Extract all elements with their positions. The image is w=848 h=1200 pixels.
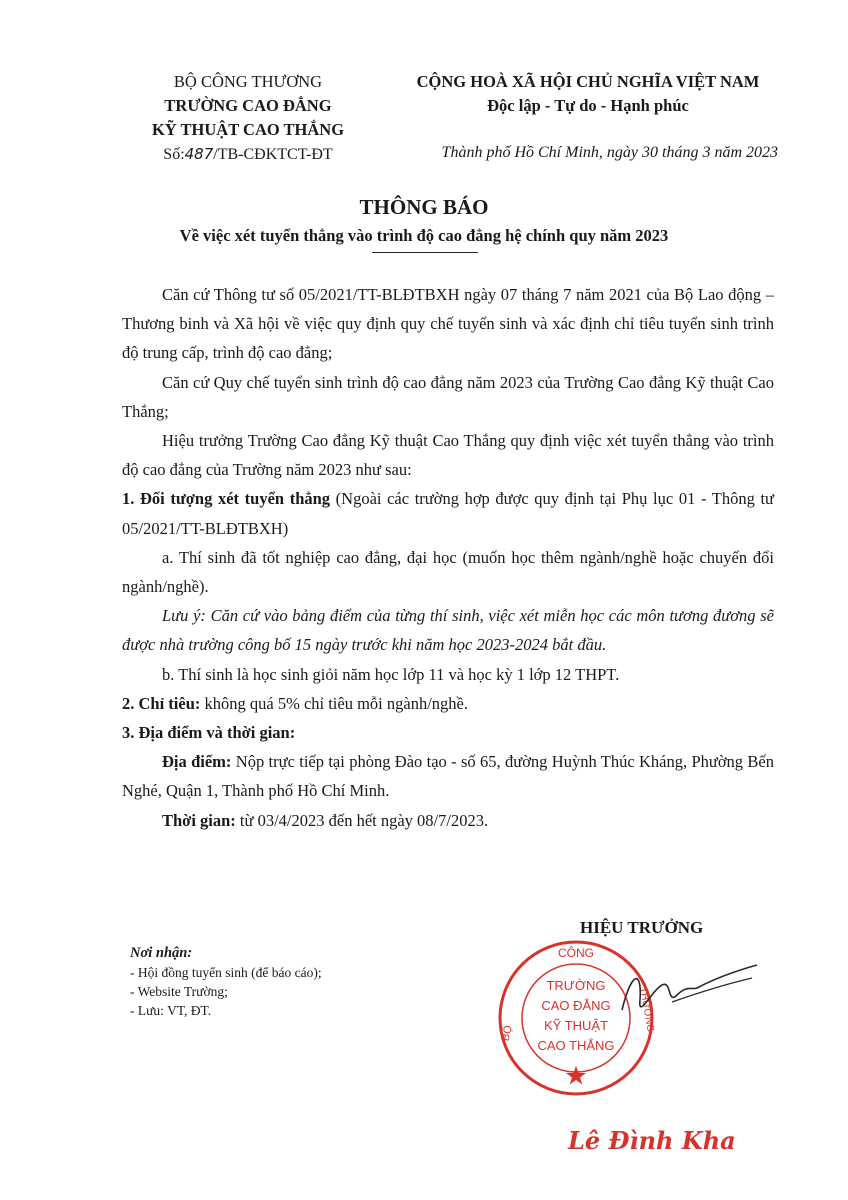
seal-line-2: CAO ĐẲNG: [541, 998, 611, 1013]
recipient-item: - Lưu: VT, ĐT.: [130, 1003, 212, 1018]
recipient-item: - Hội đồng tuyển sinh (để báo cáo);: [130, 965, 322, 980]
section-1-item-b: b. Thí sinh là học sinh giỏi năm học lớp 11 và học kỳ 1 lớp 12 THPT.: [162, 664, 620, 684]
document-body: [122, 280, 774, 835]
seal-line-1: TRƯỜNG: [546, 978, 606, 993]
recipients-block: [130, 944, 322, 1020]
section-1-text: (Ngoài các trường hợp được quy định tại Phụ lục 01 - Thông tư 05/2021/TT-BLĐTBXH): [122, 489, 775, 538]
place-date: Thành phố Hồ Chí Minh, ngày 30 tháng 3 năm 2023: [441, 144, 778, 161]
location-paragraph: [122, 747, 774, 805]
doc-no-suffix: /TB-CĐKTCT-ĐT: [213, 146, 333, 163]
basis-paragraph-2: Căn cứ Quy chế tuyển sinh trình độ cao đẳng năm 2023 của Trường Cao đẳng Kỹ thuật Cao Thắng;: [122, 372, 774, 421]
title-underline: [372, 252, 478, 253]
section-2-heading: 2. Chỉ tiêu:: [122, 693, 201, 713]
issuer-block: [118, 70, 378, 167]
national-header: [388, 70, 788, 118]
seal-right-text: THƯƠNG: [637, 986, 656, 1033]
school-name-line2: KỸ THUẬT CAO THẮNG: [151, 120, 345, 139]
section-1: [122, 484, 774, 542]
section-2-text: không quá 5% chỉ tiêu mỗi ngành/nghề.: [200, 693, 468, 713]
doc-no-prefix: Số:: [163, 146, 185, 163]
seal-star-icon: [566, 1066, 586, 1085]
section-1-item-a: a. Thí sinh đã tốt nghiệp cao đẳng, đại học (muốn học thêm ngành/nghề hoặc chuyển đổi ngành/nghề).: [122, 547, 774, 597]
time-paragraph: [122, 806, 774, 835]
section-2: [122, 689, 774, 718]
ministry-name: BỘ CÔNG THƯƠNG: [173, 72, 323, 91]
doc-no-handwritten: 487: [184, 145, 214, 163]
basis-paragraph-3: Hiệu trưởng Trường Cao đẳng Kỹ thuật Cao Thắng quy định việc xét tuyển thẳng vào trình độ cao đẳng của Trường năm 2023 như sau:: [122, 431, 774, 480]
country-name: CỘNG HOÀ XÃ HỘI CHỦ NGHĨA VIỆT NAM: [416, 72, 760, 91]
location-label: Địa điểm:: [162, 752, 232, 772]
seal-line-4: CAO THẮNG: [537, 1038, 615, 1053]
handwritten-signature: [612, 950, 762, 1030]
section-1-note: Lưu ý: Căn cứ vào bảng điểm của từng thí sinh, việc xét miễn học các môn tương đương sẽ được nhà trường công bố 15 ngày trước khi năm học 2023-2024 bắt đầu.: [122, 606, 774, 655]
seal-line-3: KỸ THUẬT: [543, 1018, 609, 1033]
time-text: từ 03/4/2023 đến hết ngày 08/7/2023.: [235, 810, 489, 830]
document-title: THÔNG BÁO: [359, 195, 489, 219]
recipients-label: Nơi nhận:: [130, 945, 193, 961]
section-3-heading: 3. Địa điểm và thời gian:: [122, 723, 296, 743]
section-1-heading: 1. Đối tượng xét tuyển thẳng: [122, 489, 331, 509]
signer-name: Lê Đình Kha: [568, 1126, 736, 1155]
location-text: Nộp trực tiếp tại phòng Đào tạo - số 65, đường Huỳnh Thúc Kháng, Phường Bến Nghé, Quận 1, Thành phố Hồ Chí Minh.: [122, 752, 774, 801]
document-number: [118, 142, 378, 167]
signer-title: HIỆU TRƯỞNG: [580, 918, 704, 937]
school-name-line1: TRƯỜNG CAO ĐẲNG: [164, 96, 332, 115]
document-subtitle: Về việc xét tuyển thẳng vào trình độ cao đẳng hệ chính quy năm 2023: [179, 226, 669, 245]
time-label: Thời gian:: [162, 810, 236, 830]
recipient-item: - Website Trường;: [130, 984, 228, 999]
basis-paragraph-1: Căn cứ Thông tư số 05/2021/TT-BLĐTBXH ngày 07 tháng 7 năm 2021 của Bộ Lao động – Thương binh và Xã hội về việc quy định quy chế tuyển sinh và xác định chỉ tiêu tuyển sinh trình độ trung cấp, trình độ cao đẳng;: [122, 285, 774, 363]
seal-top-text: CÔNG: [558, 946, 594, 960]
seal-left-text: BỘ: [499, 1023, 515, 1043]
national-motto: Độc lập - Tự do - Hạnh phúc: [487, 96, 689, 115]
